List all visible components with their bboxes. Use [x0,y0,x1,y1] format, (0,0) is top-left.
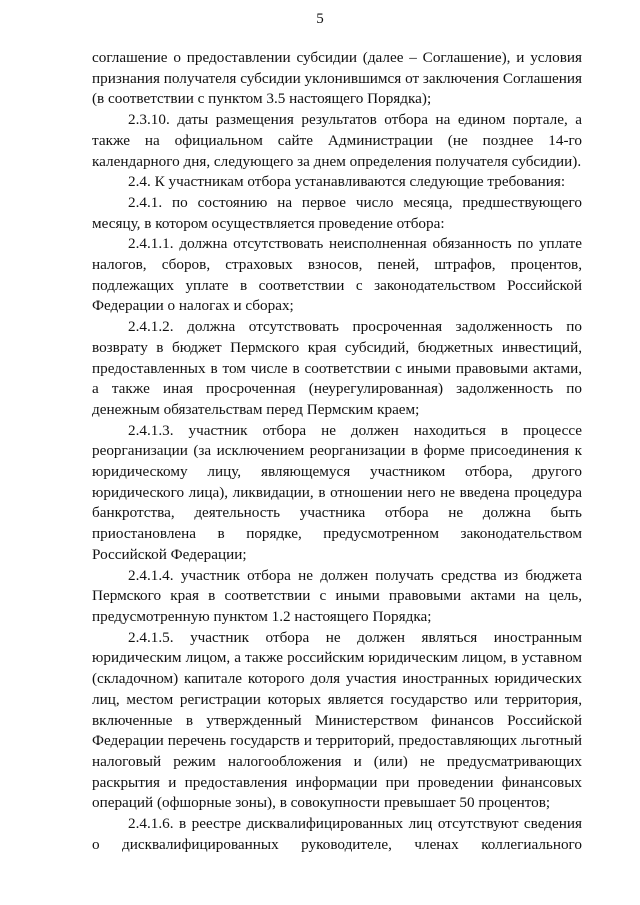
page-number: 5 [316,11,324,27]
paragraph-2-4-1-1: 2.4.1.1. должна отсутствовать неисполненная обязанность по уплате налогов, сборов, страховых взносов, пеней, штрафов, процентов, подлежащих уплате в соответствии с законодательством Российской Федерации о налогах и сборах; [92,235,582,315]
paragraph-2-4: 2.4. К участникам отбора устанавливаются следующие требования: [128,173,566,191]
paragraph-2-4-1: 2.4.1. по состоянию на первое число месяца, предшествующего месяцу, в котором осуществляется проведение отбора: [92,193,582,232]
paragraph-2-4-1-3: 2.4.1.3. участник отбора не должен находиться в процессе реорганизации (за исключением реорганизации в форме присоединения к юридическому лицу, являющемуся участником отбора, другого юридического лица), ликвидации, в отношении него не введена процедура банкротства, деятельность участника отбора не должна быть приостановлена в порядке, предусмотренном законодательством Российской Федерации; [92,421,582,563]
paragraph-2-4-1-4: 2.4.1.4. участник отбора не должен получать средства из бюджета Пермского края в соответствии с иными правовыми актами на цель, предусмотренную пунктом 1.2 настоящего Порядка; [92,566,582,625]
paragraph-2-4-1-2: 2.4.1.2. должна отсутствовать просроченная задолженность по возврату в бюджет Пермского края субсидий, бюджетных инвестиций, предоставленных в том числе в соответствии с иными правовыми актами, а также иная просроченная (неурегулированная) задолженность по денежным обязательствам перед Пермским краем; [92,318,582,418]
paragraph-2-3-10: 2.3.10. даты размещения результатов отбора на едином портале, а также на официальном сайте Администрации (не позднее 14-го календарного дня, следующего за днем определения получателя субсидии). [92,111,582,170]
paragraph-agreement-conditions: соглашение о предоставлении субсидии (далее – Соглашение), и условия признания получателя субсидии уклонившимся от заключения Соглашения (в соответствии с пунктом 3.5 настоящего Порядка); [92,49,582,108]
paragraph-2-4-1-6: 2.4.1.6. в реестре дисквалифицированных лиц отсутствуют сведения о дисквалифицированных руководителе, членах коллегиального [92,815,582,853]
paragraph-2-4-1-5: 2.4.1.5. участник отбора не должен являться иностранным юридическим лицом, а также российским юридическим лицом, в уставном (складочном) капитале которого доля участия иностранных юридических лиц, местом регистрации которых является государство или территория, включенные в утвержденный Министерством финансов Российской Федерации перечень государств и территорий, предоставляющих льготный налоговый режим налогообложения и (или) не предусматривающих раскрытия и предоставления информации при проведении финансовых операций (офшорные зоны), в совокупности превышает 50 процентов; [92,628,582,812]
document-body [92,48,582,855]
